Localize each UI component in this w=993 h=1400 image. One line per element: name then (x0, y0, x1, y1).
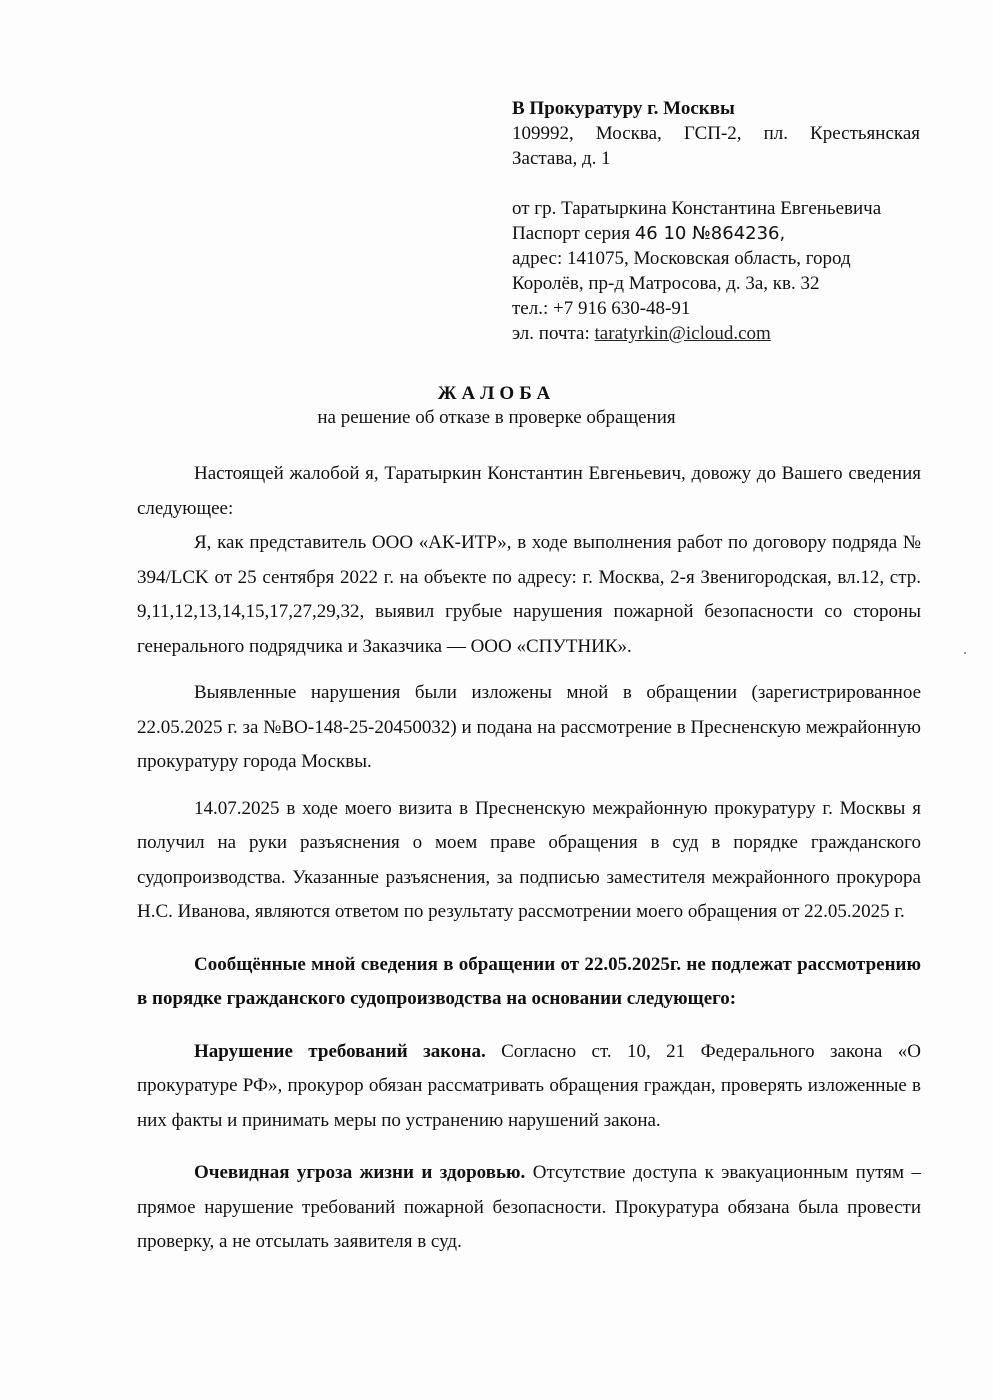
paragraph-violations: Я, как представитель ООО «АК-ИТР», в ходе выполнения работ по договору подряда № 394/LCK от 25 сентября 2022 г. на объекте по адресу: г. Москва, 2-я Звенигородская, вл.12, стр. 9,11,12,13,14,15,17,27,29,32, выявил грубые нарушения пожарной безопасности со стороны генерального подрядчика и Заказчика — ООО «СПУТНИК». (137, 532, 921, 657)
passport-prefix: Паспорт серия (512, 223, 631, 244)
sender-address-line2: Королёв, пр-д Матросова, д. 3а, кв. 32 (512, 273, 820, 294)
sender-phone: тел.: +7 916 630-48-91 (512, 298, 691, 319)
email-line (512, 321, 920, 346)
paragraph-grounds: Сообщённые мной сведения в обращении от 22.05.2025г. не подлежат рассмотрению в порядке гражданского судопроизводства на основании следующего: (137, 953, 921, 1009)
sender-name: от гр. Таратыркина Константина Евгеньевича (512, 198, 882, 219)
complaint-body (137, 457, 921, 1260)
recipient-address-line2: Застава, д. 1 (512, 148, 611, 169)
email-label: эл. почта: (512, 323, 590, 344)
paragraph-visit: 14.07.2025 в ходе моего визита в Пресненскую межрайонную прокуратуру г. Москвы я получил на руки разъяснения о моем праве обращения в суд в порядке гражданского судопроизводства. Указанные разъяснения, за подписью заместителя межрайонного прокурора Н.С. Иванова, являются ответом по результату рассмотрении моего обращения от 22.05.2025 г. (137, 797, 921, 922)
scan-speck (964, 652, 966, 654)
passport-number: 46 10 №864236, (634, 223, 786, 244)
paragraph-threat (137, 1156, 921, 1260)
threat-text: Отсутствие доступа к эвакуационным путям – прямое нарушение требований пожарной безопасности. Прокуратура обязана была провести проверку, а не отсылать заявителя в суд. (137, 1162, 921, 1252)
recipient-address-line1: 109992, Москва, ГСП-2, пл. Крестьянская (512, 123, 920, 144)
threat-heading: Очевидная угроза жизни и здоровью. (194, 1162, 526, 1183)
law-violation-heading: Нарушение требований закона. (194, 1040, 486, 1062)
sender-address-line1: адрес: 141075, Московская область, город (512, 248, 851, 269)
email-link[interactable]: taratyrkin@icloud.com (594, 323, 771, 344)
addressee-block (512, 96, 920, 346)
paragraph-law-violation (137, 1035, 921, 1139)
paragraph-intro: Настоящей жалобой я, Таратыркин Константин Евгеньевич, довожу до Вашего сведения следующее: (137, 463, 921, 519)
paragraph-appeal: Выявленные нарушения были изложены мной в обращении (зарегистрированное 22.05.2025 г. за №ВО-148-25-20450032) и подана на рассмотрение в Пресненскую межрайонную прокуратуру города Москвы. (137, 682, 921, 772)
passport-line (512, 221, 920, 246)
document-subtitle: на решение об отказе в проверке обращения (317, 407, 676, 428)
law-violation-text: Согласно ст. 10, 21 Федерального закона «О прокуратуре РФ», прокурор обязан рассматривать обращения граждан, проверять изложенные в них факты и принимать меры по устранению нарушений закона. (137, 1040, 921, 1131)
document-title: ЖАЛОБА (437, 383, 556, 404)
recipient-name: В Прокуратуру г. Москвы (512, 98, 735, 119)
